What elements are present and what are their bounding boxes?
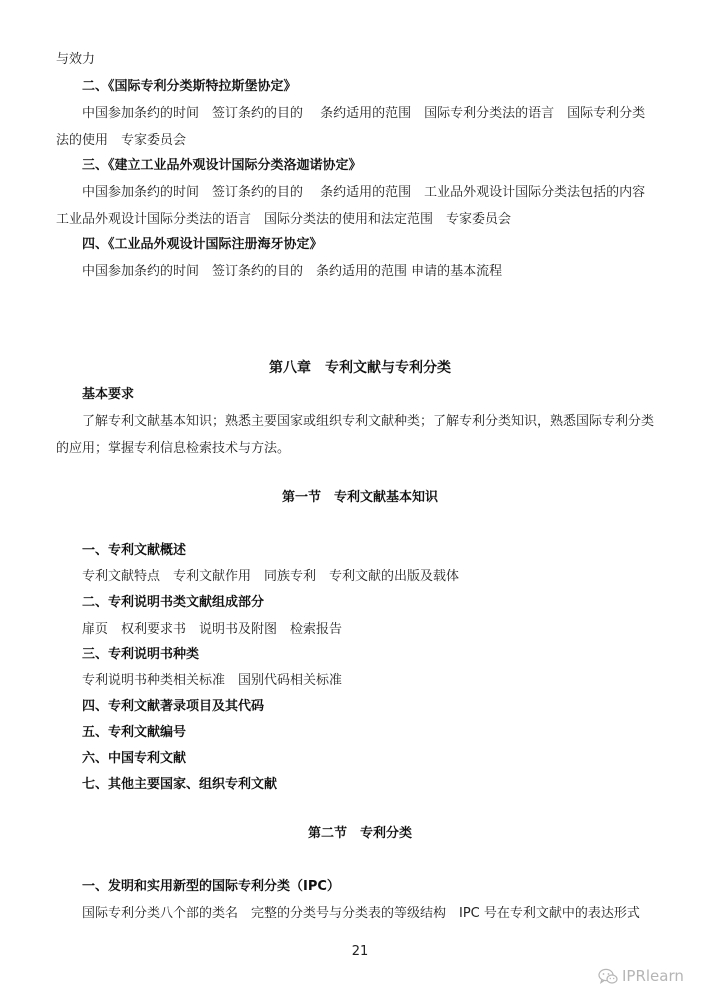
text-line: 法的使用 专家委员会: [56, 133, 187, 148]
section-title: 第一节 专利文献基本知识: [281, 490, 438, 505]
wechat-icon: [598, 968, 618, 985]
subsection-heading: 一、专利文献概述: [82, 543, 187, 558]
subsection-heading: 五、专利文献编号: [82, 725, 187, 740]
text-line: 专利说明书种类相关标准 国别代码相关标准: [82, 673, 343, 688]
subsection-heading: 六、中国专利文献: [82, 751, 187, 766]
watermark-text: IPRlearn: [622, 967, 684, 985]
text-line: 专利文献特点 专利文献作用 同族专利 专利文献的出版及载体: [82, 569, 460, 584]
chapter-title: 第八章 专利文献与专利分类: [269, 360, 451, 376]
watermark: [598, 966, 684, 986]
subsection-heading: 七、其他主要国家、组织专利文献: [82, 777, 278, 792]
subsection-heading: 四、专利文献著录项目及其代码: [82, 699, 265, 714]
subsection-heading: 二、专利说明书类文献组成部分: [82, 595, 265, 610]
text-line: 的应用；掌握专利信息检索技术与方法。: [56, 441, 291, 456]
text-line: 与效力: [56, 52, 96, 67]
section-heading: 四、《工业品外观设计国际注册海牙协定》: [82, 237, 323, 252]
text-line: 国际专利分类八个部的类名 完整的分类号与分类表的等级结构 IPC 号在专利文献中的表达形式: [82, 906, 640, 921]
section-heading: 三、《建立工业品外观设计国际分类洛迦诺协定》: [82, 158, 362, 173]
text-line: 扉页 权利要求书 说明书及附图 检索报告: [82, 622, 343, 637]
text-line: 中国参加条约的时间 签订条约的目的 条约适用的范围 申请的基本流程: [82, 264, 503, 279]
text-line: 了解专利文献基本知识；熟悉主要国家或组织专利文献种类；了解专利分类知识，熟悉国际专利分类: [82, 414, 655, 429]
section-heading: 二、《国际专利分类斯特拉斯堡协定》: [82, 79, 297, 94]
text-line: 中国参加条约的时间 签订条约的目的 条约适用的范围 工业品外观设计国际分类法包括的内容: [82, 185, 646, 200]
page-number: 21: [351, 944, 369, 959]
subsection-heading: 三、专利说明书种类: [82, 647, 200, 662]
basic-requirements-heading: 基本要求: [82, 387, 135, 402]
text-line: 工业品外观设计国际分类法的语言 国际分类法的使用和法定范围 专家委员会: [56, 212, 512, 227]
subsection-heading: 一、发明和实用新型的国际专利分类（IPC）: [82, 879, 340, 894]
section-title: 第二节 专利分类: [307, 826, 412, 841]
text-line: 中国参加条约的时间 签订条约的目的 条约适用的范围 国际专利分类法的语言 国际专利分类: [82, 106, 646, 121]
